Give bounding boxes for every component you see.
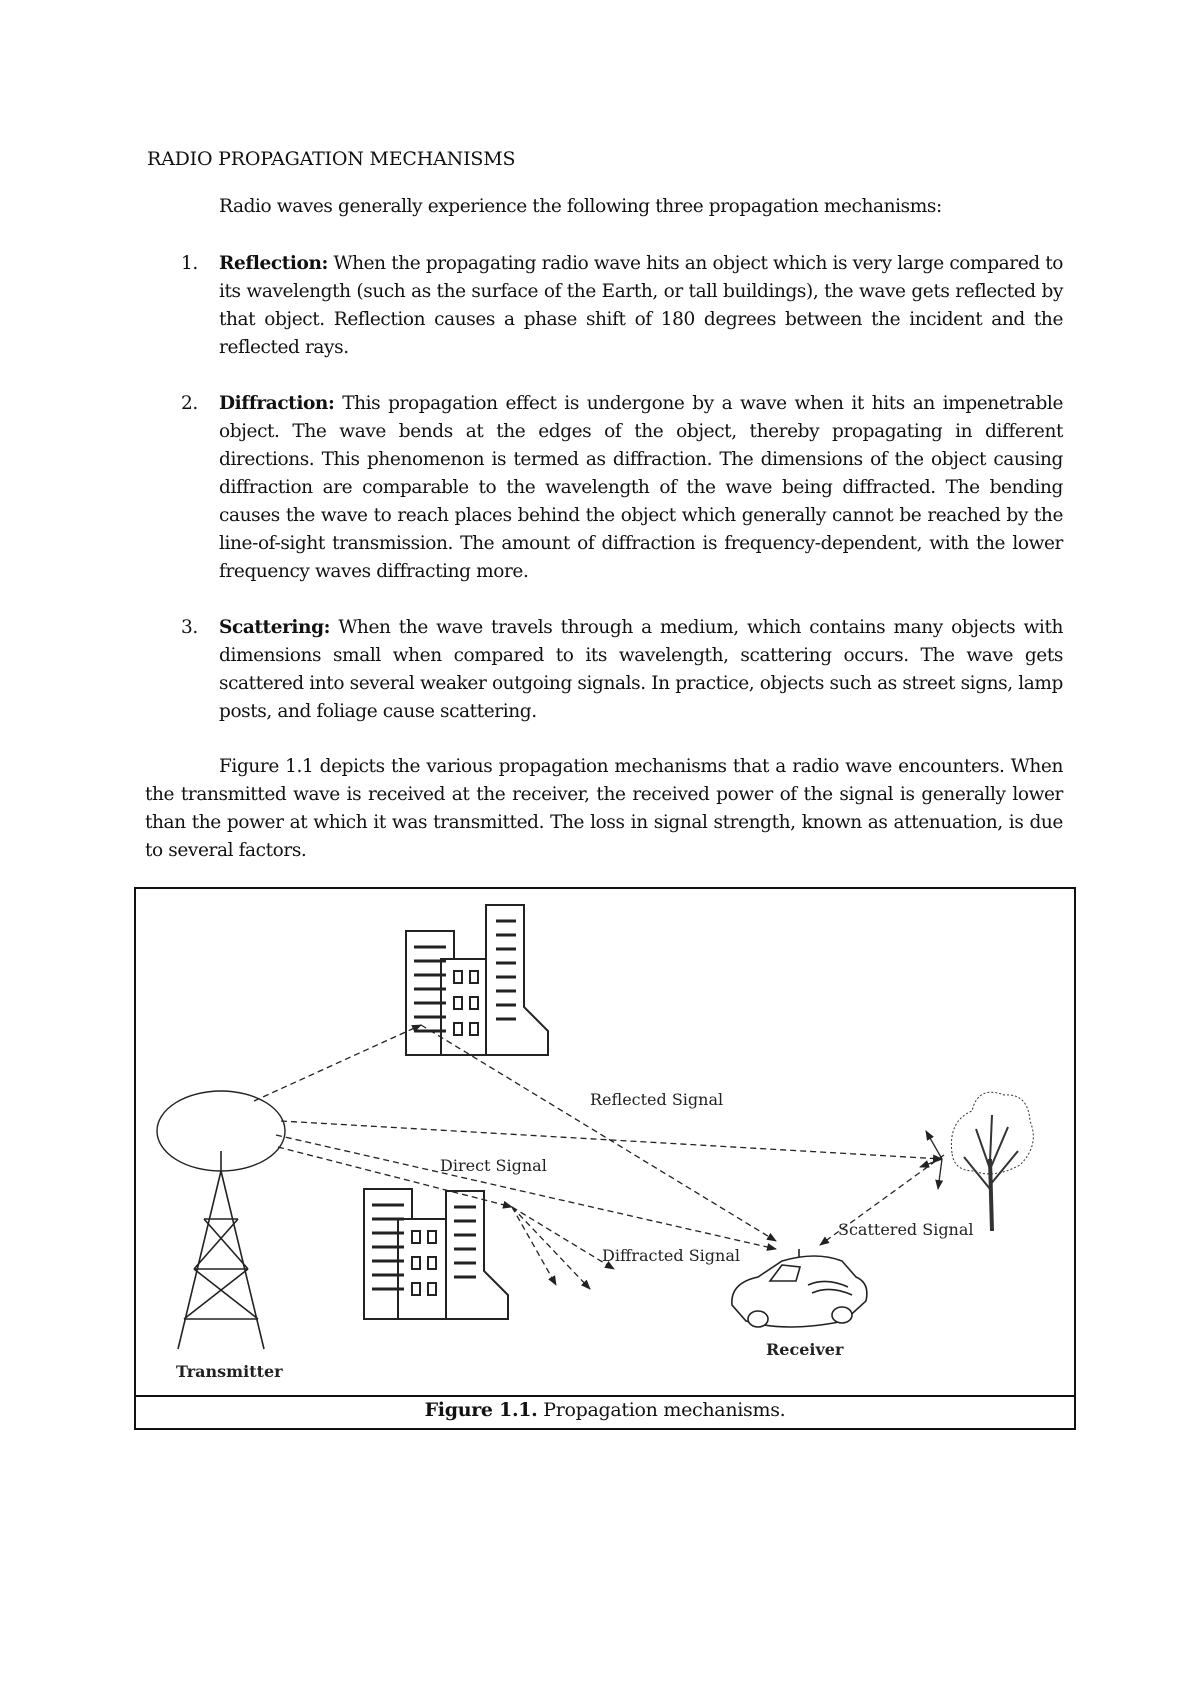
transmitter-tower-icon [178,1151,264,1349]
term-scattering: Scattering: [219,617,331,638]
mechanism-list [147,250,1063,754]
caption-text: Propagation mechanisms. [537,1399,786,1421]
definition-reflection: When the propagating radio wave hits an object which is very large compared to its wavelength (such as the surface of the Earth, or tall buildings), the wave gets reflected by that object. Reflection causes a phase shift of 180 degrees between the incident and the reflected rays. [219,253,1063,358]
list-item-scattering [147,614,1063,726]
intro-sentence: Radio waves generally experience the following three propagation mechanisms: [219,196,942,217]
caption-divider [136,1395,1074,1397]
definition-diffraction: This propagation effect is undergone by a wave when it hits an impenetrable object. The wave bends at the edges of the object, thereby propagating in different directions. This phenomenon is termed as diffraction. The dimensions of the object causing diffraction are comparable to the wavelength of the wave being diffracted. The bending causes the wave to reach places behind the object which generally cannot be reached by the line-of-sight transmission. The amount of diffraction is frequency-dependent, with the lower frequency waves diffracting more. [219,393,1063,582]
direct-signal-label: Direct Signal [440,1156,547,1175]
definition-scattering: When the wave travels through a medium, which contains many objects with dimensions small when compared to its wavelength, scattering occurs. The wave gets scattered into several weaker outgoing signals. In practice, objects such as street signs, lamp posts, and foliage cause scattering. [219,617,1063,722]
figure-frame [134,887,1076,1430]
car-receiver-icon [732,1249,867,1327]
scatter-arrows [920,1131,942,1189]
transmitter-label: Transmitter [176,1362,283,1381]
list-item-diffraction [147,390,1063,586]
bottom-buildings-icon [364,1189,508,1319]
caption-number: Figure 1.1. [424,1399,538,1421]
diffracted-signal-label: Diffracted Signal [602,1246,740,1265]
scattered-signal-label: Scattered Signal [838,1220,974,1239]
list-number: 2. [181,393,198,414]
reflected-signal-label: Reflected Signal [590,1090,724,1109]
receiver-label: Receiver [766,1340,844,1359]
top-buildings-icon [406,905,548,1055]
term-reflection: Reflection: [219,253,328,274]
list-item-reflection [147,250,1063,362]
figure-caption [136,1399,1074,1421]
term-diffraction: Diffraction: [219,393,335,414]
list-number: 1. [181,253,198,274]
body-paragraph: Figure 1.1 depicts the various propagation mechanisms that a radio wave encounters. When the transmitted wave is received at the receiver, the received power of the signal is generally lower than the power at which it was transmitted. The loss in signal strength, known as attenuation, is due to several factors. [145,756,1063,861]
signal-paths [254,1025,944,1289]
propagation-diagram [136,889,1074,1395]
section-heading: RADIO PROPAGATION MECHANISMS [147,148,516,170]
tree-icon [951,1092,1033,1231]
list-number: 3. [181,617,198,638]
